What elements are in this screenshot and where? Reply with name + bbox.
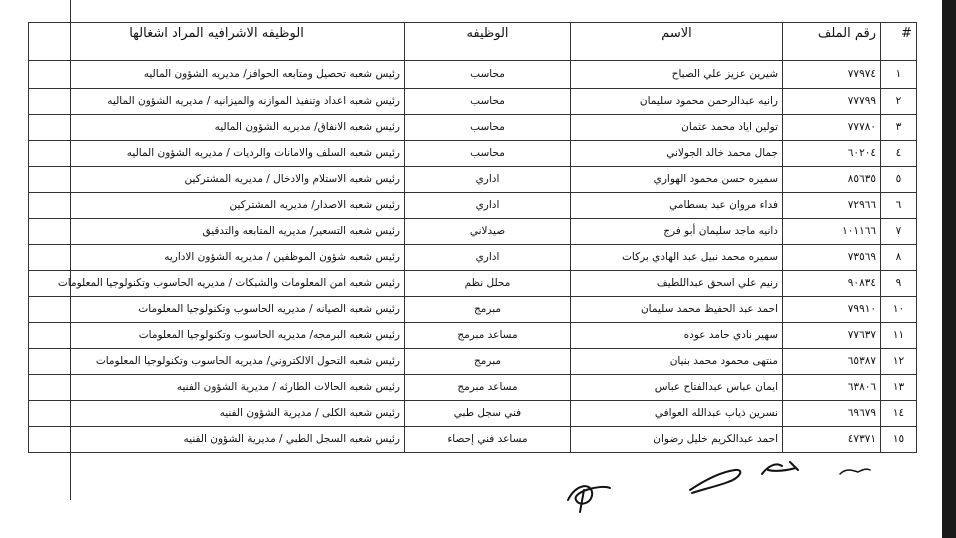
cell-role: رئيس شعبه شؤون الموظفين / مديريه الشؤون الاداريه: [29, 245, 405, 271]
cell-num: ١٠: [881, 297, 917, 323]
signature-2: [690, 470, 740, 493]
cell-job: محاسب: [405, 89, 571, 115]
cell-name: ايمان عباس عبدالفتاح عباس: [571, 375, 783, 401]
cell-job: محاسب: [405, 61, 571, 89]
cell-name: منتهى محمود محمد بنيان: [571, 349, 783, 375]
table-row: [29, 427, 917, 453]
roster-table: [28, 22, 917, 453]
right-edge-bar: [942, 0, 956, 538]
cell-role: رئيس شعبه الحالات الطارئه / مديرية الشؤون الفنيه: [29, 375, 405, 401]
header-file: رقم الملف: [783, 23, 881, 61]
cell-role: رئيس شعبه الاصدار/ مديريه المشتركين: [29, 193, 405, 219]
cell-file-number: ٤٧٣٧١: [783, 427, 881, 453]
table-row: [29, 323, 917, 349]
cell-job: فني سجل طبي: [405, 401, 571, 427]
cell-file-number: ٦٥٣٨٧: [783, 349, 881, 375]
cell-num: ١١: [881, 323, 917, 349]
cell-role: رئيس شعبه الاستلام والادخال / مديريه المشتركين: [29, 167, 405, 193]
cell-job: محلل نظم: [405, 271, 571, 297]
header-num: #: [881, 23, 917, 61]
cell-job: مبرمج: [405, 349, 571, 375]
header-role: الوظيفه الاشرافيه المراد اشغالها: [29, 23, 405, 61]
cell-job: مساعد فني إحصاء: [405, 427, 571, 453]
cell-num: ١٣: [881, 375, 917, 401]
table-row: [29, 401, 917, 427]
cell-file-number: ٧٧٩٧٤: [783, 61, 881, 89]
header-row: [29, 23, 917, 61]
cell-role: رئيس شعبه تحصيل ومتابعه الحوافز/ مديريه الشؤون الماليه: [29, 61, 405, 89]
cell-name: سميره محمد نبيل عبد الهادي بركات: [571, 245, 783, 271]
cell-name: شيرين عزيز علي الصباح: [571, 61, 783, 89]
cell-file-number: ٧٣٥٦٩: [783, 245, 881, 271]
cell-num: ٦: [881, 193, 917, 219]
cell-name: رنيم علي اسحق عبداللطيف: [571, 271, 783, 297]
cell-job: اداري: [405, 245, 571, 271]
cell-role: رئيس شعبه اعداد وتنفيذ الموازنه والميزانيه / مديريه الشؤون الماليه: [29, 89, 405, 115]
cell-job: اداري: [405, 193, 571, 219]
table-row: [29, 271, 917, 297]
table-row: [29, 219, 917, 245]
table-row: [29, 61, 917, 89]
cell-name: احمد عبد الحفيظ محمد سليمان: [571, 297, 783, 323]
cell-name: فداء مروان عبد بسطامي: [571, 193, 783, 219]
cell-role: رئيس شعبه الانفاق/ مديريه الشؤون الماليه: [29, 115, 405, 141]
cell-name: سهير نادي حامد عوده: [571, 323, 783, 349]
table-row: [29, 89, 917, 115]
cell-role: رئيس شعبه البرمجه/ مديريه الحاسوب وتكنولوجيا المعلومات: [29, 323, 405, 349]
cell-file-number: ٧٢٩٦٦: [783, 193, 881, 219]
cell-role: رئيس شعبه الكلى / مديرية الشؤون الفنيه: [29, 401, 405, 427]
cell-file-number: ٦٩٦٧٩: [783, 401, 881, 427]
cell-file-number: ١٠١١٦٦: [783, 219, 881, 245]
cell-role: رئيس شعبه الصيانه / مديريه الحاسوب وتكنولوجيا المعلومات: [29, 297, 405, 323]
cell-num: ٧: [881, 219, 917, 245]
cell-num: ٥: [881, 167, 917, 193]
signature-4: [840, 469, 870, 474]
cell-role: رئيس شعبه السجل الطبي / مديرية الشؤون الفنيه: [29, 427, 405, 453]
cell-role: رئيس شعبه السلف والامانات والرديات / مديريه الشؤون الماليه: [29, 141, 405, 167]
signature-3: [762, 462, 798, 474]
table-row: [29, 167, 917, 193]
table-body: [29, 61, 917, 453]
cell-job: اداري: [405, 167, 571, 193]
cell-name: جمال محمد خالد الجولاني: [571, 141, 783, 167]
table-row: [29, 245, 917, 271]
cell-file-number: ٧٧٦٣٧: [783, 323, 881, 349]
cell-name: رانيه عبدالرحمن محمود سليمان: [571, 89, 783, 115]
cell-file-number: ٧٧٧٩٩: [783, 89, 881, 115]
cell-num: ٨: [881, 245, 917, 271]
cell-name: نسرين ذياب عبدالله العوافي: [571, 401, 783, 427]
header-job: الوظيفه: [405, 23, 571, 61]
table-row: [29, 375, 917, 401]
table-row: [29, 141, 917, 167]
cell-num: ١٢: [881, 349, 917, 375]
cell-name: سميره حسن محمود الهواري: [571, 167, 783, 193]
table-row: [29, 193, 917, 219]
cell-num: ٤: [881, 141, 917, 167]
cell-num: ٢: [881, 89, 917, 115]
cell-file-number: ٧٧٧٨٠: [783, 115, 881, 141]
cell-role: رئيس شعبه التحول الالكتروني/ مديريه الحاسوب وتكنولوجيا المعلومات: [29, 349, 405, 375]
signature-1: [568, 486, 610, 512]
cell-role: رئيس شعبه التسعير/ مديريه المتابعه والتدقيق: [29, 219, 405, 245]
cell-name: تولين اياد محمد عثمان: [571, 115, 783, 141]
cell-num: ٣: [881, 115, 917, 141]
header-name: الاسم: [571, 23, 783, 61]
cell-name: احمد عبدالكريم خليل رضوان: [571, 427, 783, 453]
table-row: [29, 349, 917, 375]
cell-job: مبرمج: [405, 297, 571, 323]
cell-job: محاسب: [405, 141, 571, 167]
cell-num: ١٥: [881, 427, 917, 453]
cell-file-number: ٨٥٦٣٥: [783, 167, 881, 193]
table-row: [29, 297, 917, 323]
cell-role: رئيس شعبه امن المعلومات والشبكات / مديريه الحاسوب وتكنولوجيا المعلومات: [29, 271, 405, 297]
cell-file-number: ٦٠٢٠٤: [783, 141, 881, 167]
cell-job: صيدلاني: [405, 219, 571, 245]
cell-name: دانيه ماجد سليمان أبو فرج: [571, 219, 783, 245]
cell-num: ٩: [881, 271, 917, 297]
cell-num: ١: [881, 61, 917, 89]
cell-num: ١٤: [881, 401, 917, 427]
cell-file-number: ٩٠٨٣٤: [783, 271, 881, 297]
cell-job: مساعد مبرمج: [405, 323, 571, 349]
cell-file-number: ٦٣٨٠٦: [783, 375, 881, 401]
table-row: [29, 115, 917, 141]
cell-job: محاسب: [405, 115, 571, 141]
cell-file-number: ٧٩٩١٠: [783, 297, 881, 323]
cell-job: مساعد مبرمج: [405, 375, 571, 401]
